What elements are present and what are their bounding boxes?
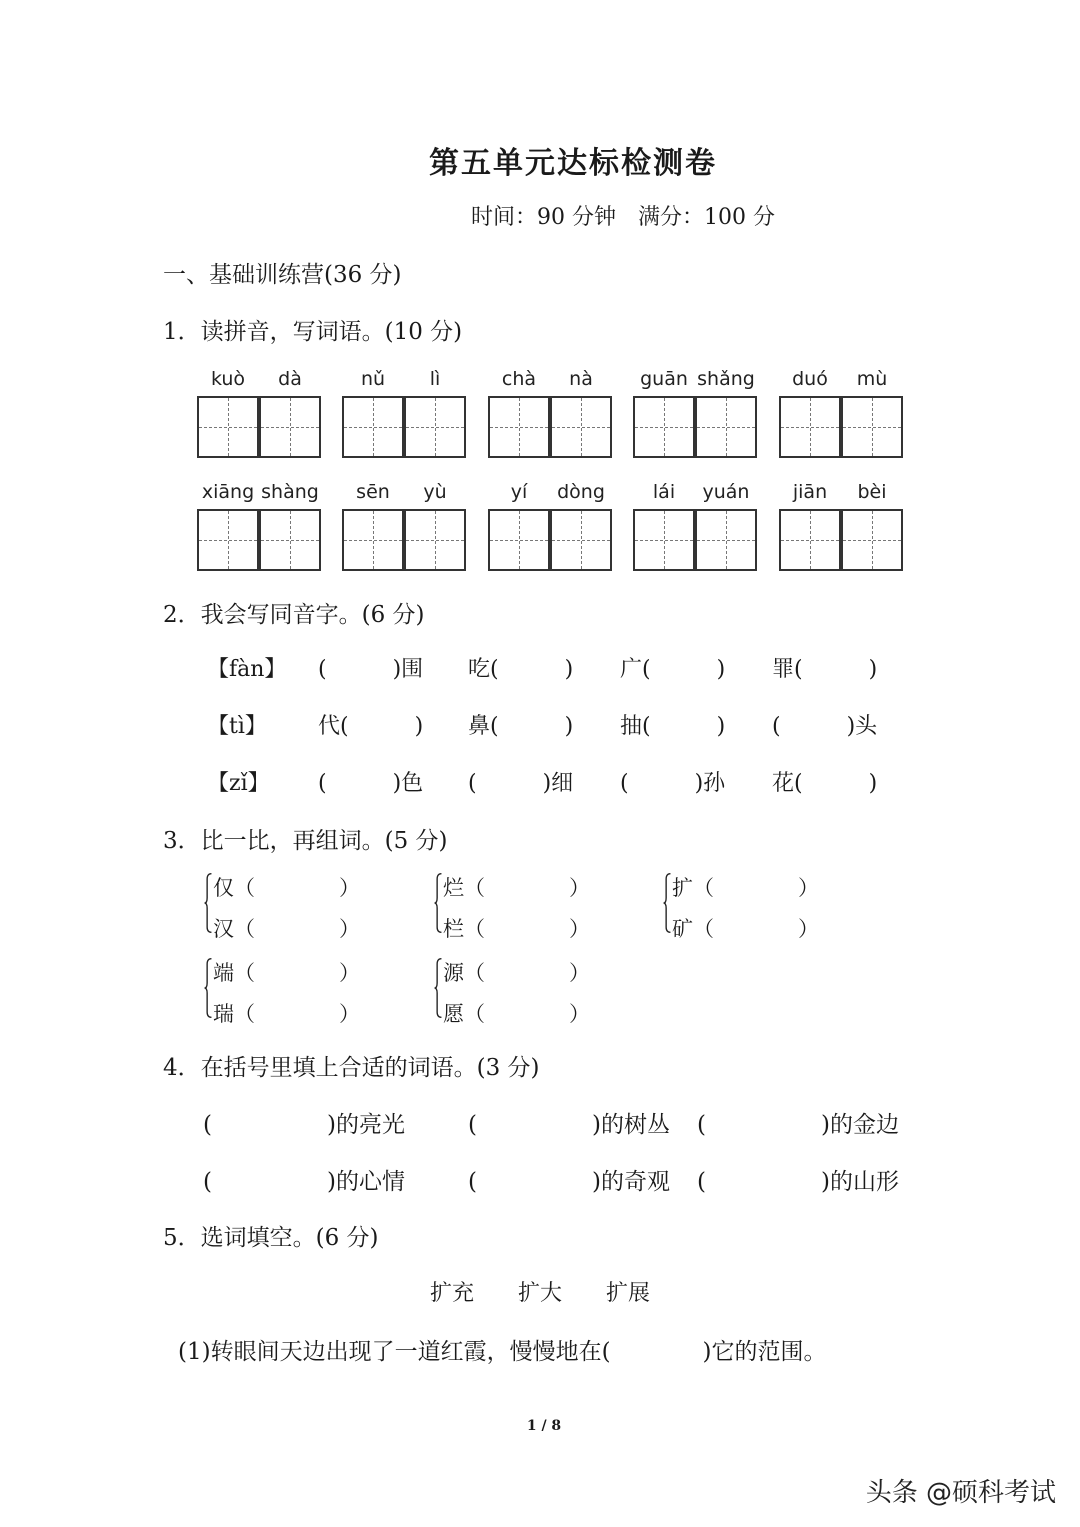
writing-box[interactable]	[841, 396, 903, 458]
fill-blank-item[interactable]: 吃( )	[468, 657, 574, 682]
brace-icon	[203, 957, 213, 1019]
fill-blank-item[interactable]: ( )细	[468, 771, 574, 796]
pinyin-label: guān	[640, 368, 688, 390]
compare-pair	[433, 872, 633, 952]
exam-info: 时间：90 分钟 满分：100 分	[471, 205, 775, 230]
question-2-heading: 2．我会写同音字。(6 分)	[163, 602, 425, 628]
compare-pair	[433, 957, 633, 1037]
fill-blank-item[interactable]: 花( )	[772, 771, 878, 796]
word-choices: 扩充 扩大 扩展	[429, 1281, 650, 1306]
fill-blank-item[interactable]: 抽( )	[620, 714, 726, 739]
pinyin-label: xiāng	[201, 481, 255, 503]
fill-blank-item[interactable]: 罪( )	[772, 657, 878, 682]
compare-item[interactable]: 汉（ ）	[213, 917, 360, 941]
pinyin-label: bèi	[857, 481, 887, 503]
pinyin-label: nà	[569, 368, 593, 390]
pinyin-label: shǎng	[697, 368, 755, 390]
pinyin-label: duó	[792, 368, 828, 390]
writing-box[interactable]	[197, 509, 259, 571]
writing-box[interactable]	[550, 509, 612, 571]
writing-box[interactable]	[197, 396, 259, 458]
compare-item[interactable]: 矿（ ）	[672, 917, 819, 941]
pinyin-label: kuò	[210, 368, 246, 390]
fill-blank-item[interactable]: ( )孙	[620, 771, 726, 796]
pinyin-label: yí	[510, 481, 528, 503]
pinyin-label: chà	[501, 368, 537, 390]
pinyin-label: yuán	[702, 481, 750, 503]
compare-pair	[662, 872, 862, 952]
fill-sentence-1: (1)转眼间天边出现了一道红霞，慢慢地在( )它的范围。	[178, 1339, 827, 1365]
writing-box[interactable]	[259, 396, 321, 458]
fill-phrase-item[interactable]: ( )的奇观	[468, 1169, 670, 1195]
writing-box[interactable]	[779, 396, 841, 458]
pinyin-label: dà	[278, 368, 302, 390]
brace-icon	[203, 872, 213, 934]
pinyin-label: shàng	[261, 481, 319, 503]
writing-box[interactable]	[695, 396, 757, 458]
fill-blank-item[interactable]: 鼻( )	[468, 714, 574, 739]
fill-blank-item[interactable]: ( )色	[318, 771, 424, 796]
writing-box[interactable]	[488, 396, 550, 458]
pinyin-bracket-label: 【fàn】	[207, 657, 287, 682]
fill-phrase-item[interactable]: ( )的树丛	[468, 1112, 670, 1138]
writing-box[interactable]	[841, 509, 903, 571]
pinyin-bracket-label: 【zǐ】	[207, 771, 270, 796]
watermark: 头条 @硕科考试	[865, 1478, 1056, 1508]
brace-icon	[433, 957, 443, 1019]
fill-blank-item[interactable]: ( )围	[318, 657, 424, 682]
pinyin-label: yù	[423, 481, 447, 503]
writing-box[interactable]	[488, 509, 550, 571]
compare-item[interactable]: 愿（ ）	[443, 1002, 590, 1026]
writing-box[interactable]	[259, 509, 321, 571]
question-3-heading: 3．比一比，再组词。(5 分)	[163, 828, 448, 854]
fill-blank-item[interactable]: 广( )	[620, 657, 726, 682]
compare-item[interactable]: 栏（ ）	[443, 917, 590, 941]
pinyin-label: lì	[429, 368, 441, 390]
fill-blank-item[interactable]: 代( )	[318, 714, 424, 739]
compare-pair	[203, 957, 403, 1037]
compare-item[interactable]: 源（ ）	[443, 961, 590, 985]
writing-box[interactable]	[404, 509, 466, 571]
compare-item[interactable]: 瑞（ ）	[213, 1002, 360, 1026]
pinyin-label: sēn	[356, 481, 390, 503]
brace-icon	[433, 872, 443, 934]
pinyin-bracket-label: 【tì】	[207, 714, 267, 739]
page-number: 1 / 8	[526, 1418, 562, 1434]
fill-blank-item[interactable]: ( )头	[772, 714, 878, 739]
fill-phrase-item[interactable]: ( )的山形	[697, 1169, 899, 1195]
writing-box[interactable]	[633, 509, 695, 571]
compare-pair	[203, 872, 403, 952]
pinyin-label: dòng	[557, 481, 605, 503]
writing-box[interactable]	[695, 509, 757, 571]
pinyin-label: mù	[856, 368, 888, 390]
question-4-heading: 4．在括号里填上合适的词语。(3 分)	[163, 1055, 540, 1081]
writing-box[interactable]	[404, 396, 466, 458]
writing-box[interactable]	[342, 396, 404, 458]
writing-box[interactable]	[550, 396, 612, 458]
pinyin-label: nǔ	[360, 368, 386, 390]
compare-item[interactable]: 烂（ ）	[443, 876, 590, 900]
pinyin-label: jiān	[792, 481, 828, 503]
writing-box[interactable]	[342, 509, 404, 571]
compare-item[interactable]: 仅（ ）	[213, 876, 360, 900]
fill-phrase-item[interactable]: ( )的心情	[203, 1169, 405, 1195]
question-5-heading: 5．选词填空。(6 分)	[163, 1225, 379, 1251]
fill-phrase-item[interactable]: ( )的亮光	[203, 1112, 405, 1138]
writing-box[interactable]	[779, 509, 841, 571]
section-heading: 一、基础训练营(36 分)	[163, 262, 402, 288]
pinyin-label: lái	[652, 481, 676, 503]
brace-icon	[662, 872, 672, 934]
fill-phrase-item[interactable]: ( )的金边	[697, 1112, 899, 1138]
page-title: 第五单元达标检测卷	[429, 146, 717, 181]
writing-box[interactable]	[633, 396, 695, 458]
compare-item[interactable]: 扩（ ）	[672, 876, 819, 900]
compare-item[interactable]: 端（ ）	[213, 961, 360, 985]
question-1-heading: 1．读拼音，写词语。(10 分)	[163, 319, 463, 345]
